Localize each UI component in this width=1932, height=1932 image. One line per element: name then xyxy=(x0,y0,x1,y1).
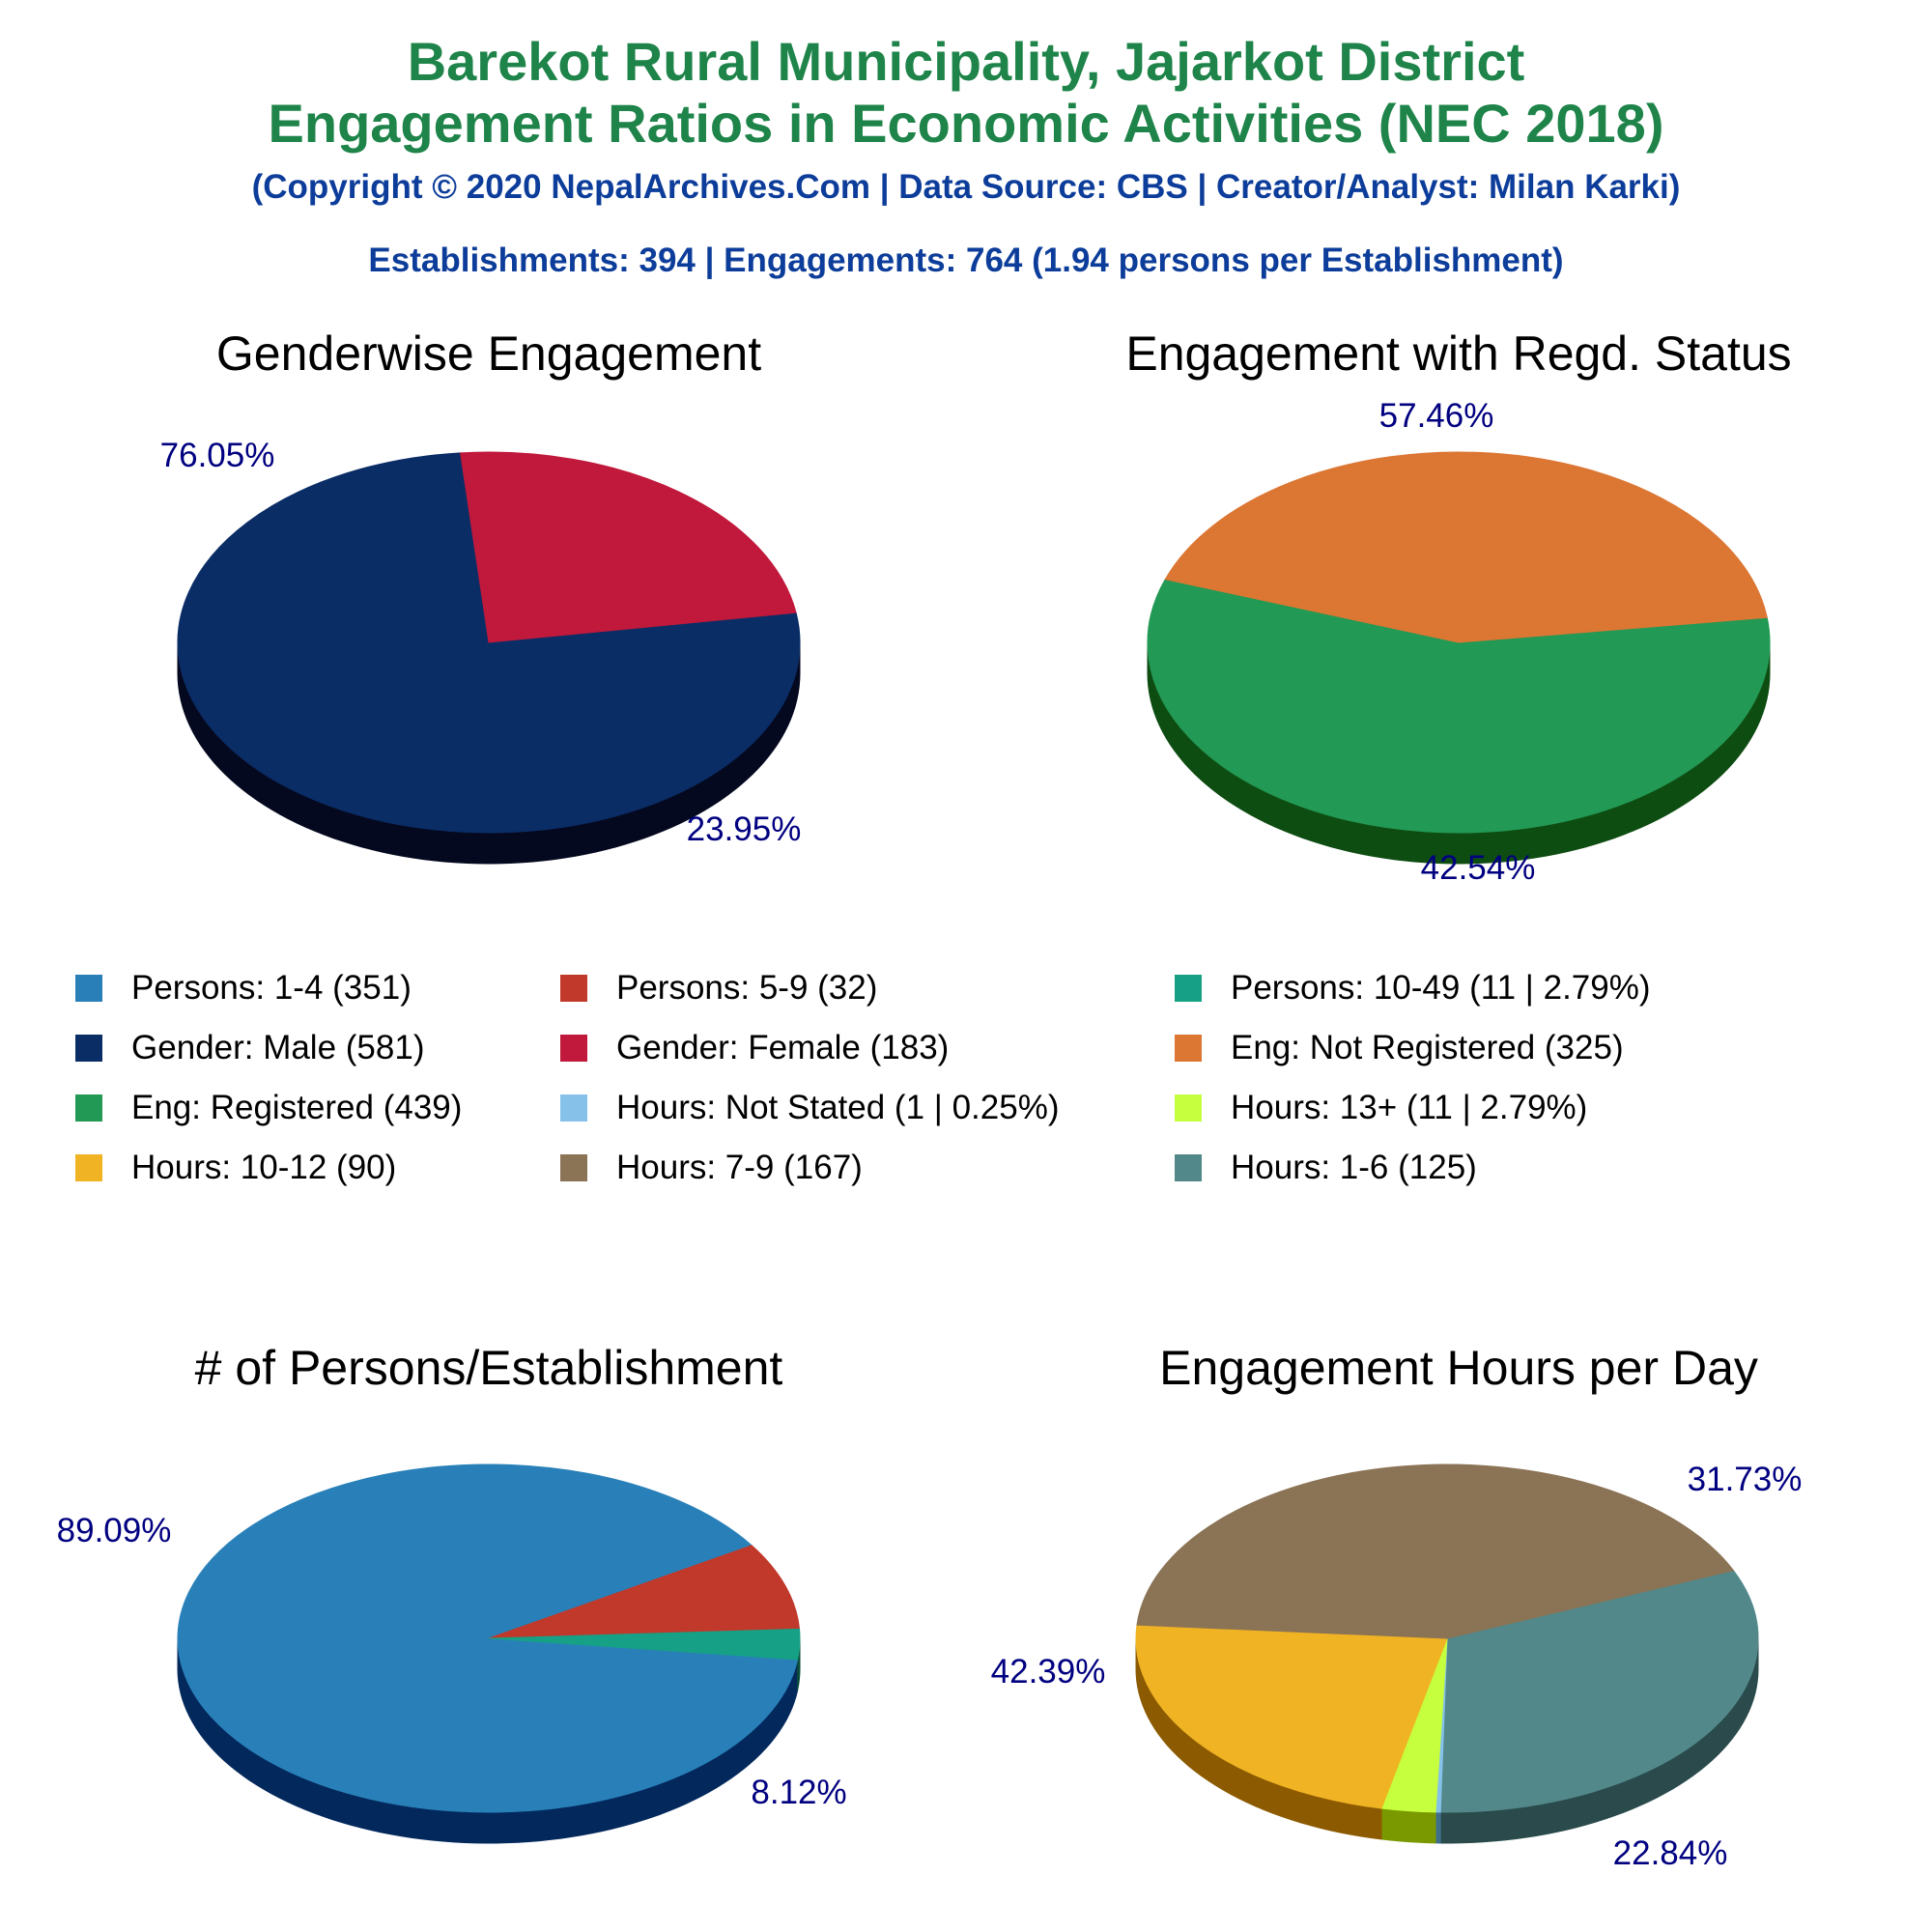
percent-label: 23.95% xyxy=(686,810,802,848)
legend-item xyxy=(75,966,412,1010)
pie-slice-side xyxy=(1435,1812,1440,1843)
pie-slice-side xyxy=(1381,1808,1435,1843)
legend-label: Hours: Not Stated (1 | 0.25%) xyxy=(616,1089,1060,1126)
percent-label: 76.05% xyxy=(159,437,275,474)
percent-label: 42.39% xyxy=(990,1653,1106,1690)
pie-chart xyxy=(57,1341,847,1843)
copyright-line: (Copyright © 2020 NepalArchives.Com | Data Source: CBS | Creator/Analyst: Milan Karki) xyxy=(251,168,1681,206)
legend-swatch xyxy=(560,1094,587,1122)
summary-line: Establishments: 394 | Engagements: 764 (1.94 persons per Establishment) xyxy=(368,242,1564,279)
legend-item xyxy=(560,1026,949,1070)
pie-slice xyxy=(461,452,796,642)
percent-label: 42.54% xyxy=(1420,849,1536,887)
legend-swatch xyxy=(560,975,587,1002)
chart-title: Genderwise Engagement xyxy=(215,327,762,381)
legend-label: Persons: 1-4 (351) xyxy=(131,969,412,1007)
percent-label: 89.09% xyxy=(56,1512,172,1549)
legend-item xyxy=(75,1086,462,1130)
legend-swatch xyxy=(1175,1035,1202,1062)
legend-swatch xyxy=(1175,975,1202,1002)
legend-item xyxy=(1175,1146,1477,1190)
percent-label: 8.12% xyxy=(751,1774,847,1811)
legend-swatch xyxy=(75,1094,102,1122)
legend-item xyxy=(75,1146,396,1190)
main-title-line2: Engagement Ratios in Economic Activities (NEC 2018) xyxy=(268,93,1664,154)
percent-label: 31.73% xyxy=(1687,1461,1803,1498)
legend-swatch xyxy=(1175,1154,1202,1181)
pie-chart xyxy=(1125,327,1791,887)
legend-label: Persons: 10-49 (11 | 2.79%) xyxy=(1231,969,1651,1007)
pie-chart xyxy=(991,1341,1803,1872)
legend-swatch xyxy=(75,975,102,1002)
legend-swatch xyxy=(1175,1094,1202,1122)
legend-swatch xyxy=(560,1154,587,1181)
pie-chart xyxy=(160,327,802,864)
percent-label: 22.84% xyxy=(1612,1834,1728,1872)
chart-title: Engagement with Regd. Status xyxy=(1125,327,1792,381)
main-title-line1: Barekot Rural Municipality, Jajarkot District xyxy=(407,31,1525,92)
legend-item xyxy=(1175,966,1651,1010)
chart-title: # of Persons/Establishment xyxy=(194,1341,783,1395)
legend-item xyxy=(560,966,877,1010)
legend-swatch xyxy=(75,1035,102,1062)
percent-label: 57.46% xyxy=(1378,397,1494,435)
legend-label: Hours: 1-6 (125) xyxy=(1231,1149,1477,1186)
legend-item xyxy=(1175,1086,1587,1130)
legend-item xyxy=(75,1026,424,1070)
legend-label: Hours: 10-12 (90) xyxy=(131,1149,397,1186)
legend-swatch xyxy=(560,1035,587,1062)
legend-label: Gender: Male (581) xyxy=(131,1029,425,1066)
legend-label: Hours: 13+ (11 | 2.79%) xyxy=(1231,1089,1588,1126)
legend-label: Eng: Not Registered (325) xyxy=(1231,1029,1624,1066)
legend-item xyxy=(560,1146,863,1190)
legend-label: Hours: 7-9 (167) xyxy=(616,1149,863,1186)
legend-label: Persons: 5-9 (32) xyxy=(616,969,878,1007)
legend-item xyxy=(1175,1026,1624,1070)
legend-label: Eng: Registered (439) xyxy=(131,1089,463,1126)
legend-item xyxy=(560,1086,1059,1130)
legend-swatch xyxy=(75,1154,102,1181)
chart-title: Engagement Hours per Day xyxy=(1159,1341,1758,1395)
legend-label: Gender: Female (183) xyxy=(616,1029,950,1066)
